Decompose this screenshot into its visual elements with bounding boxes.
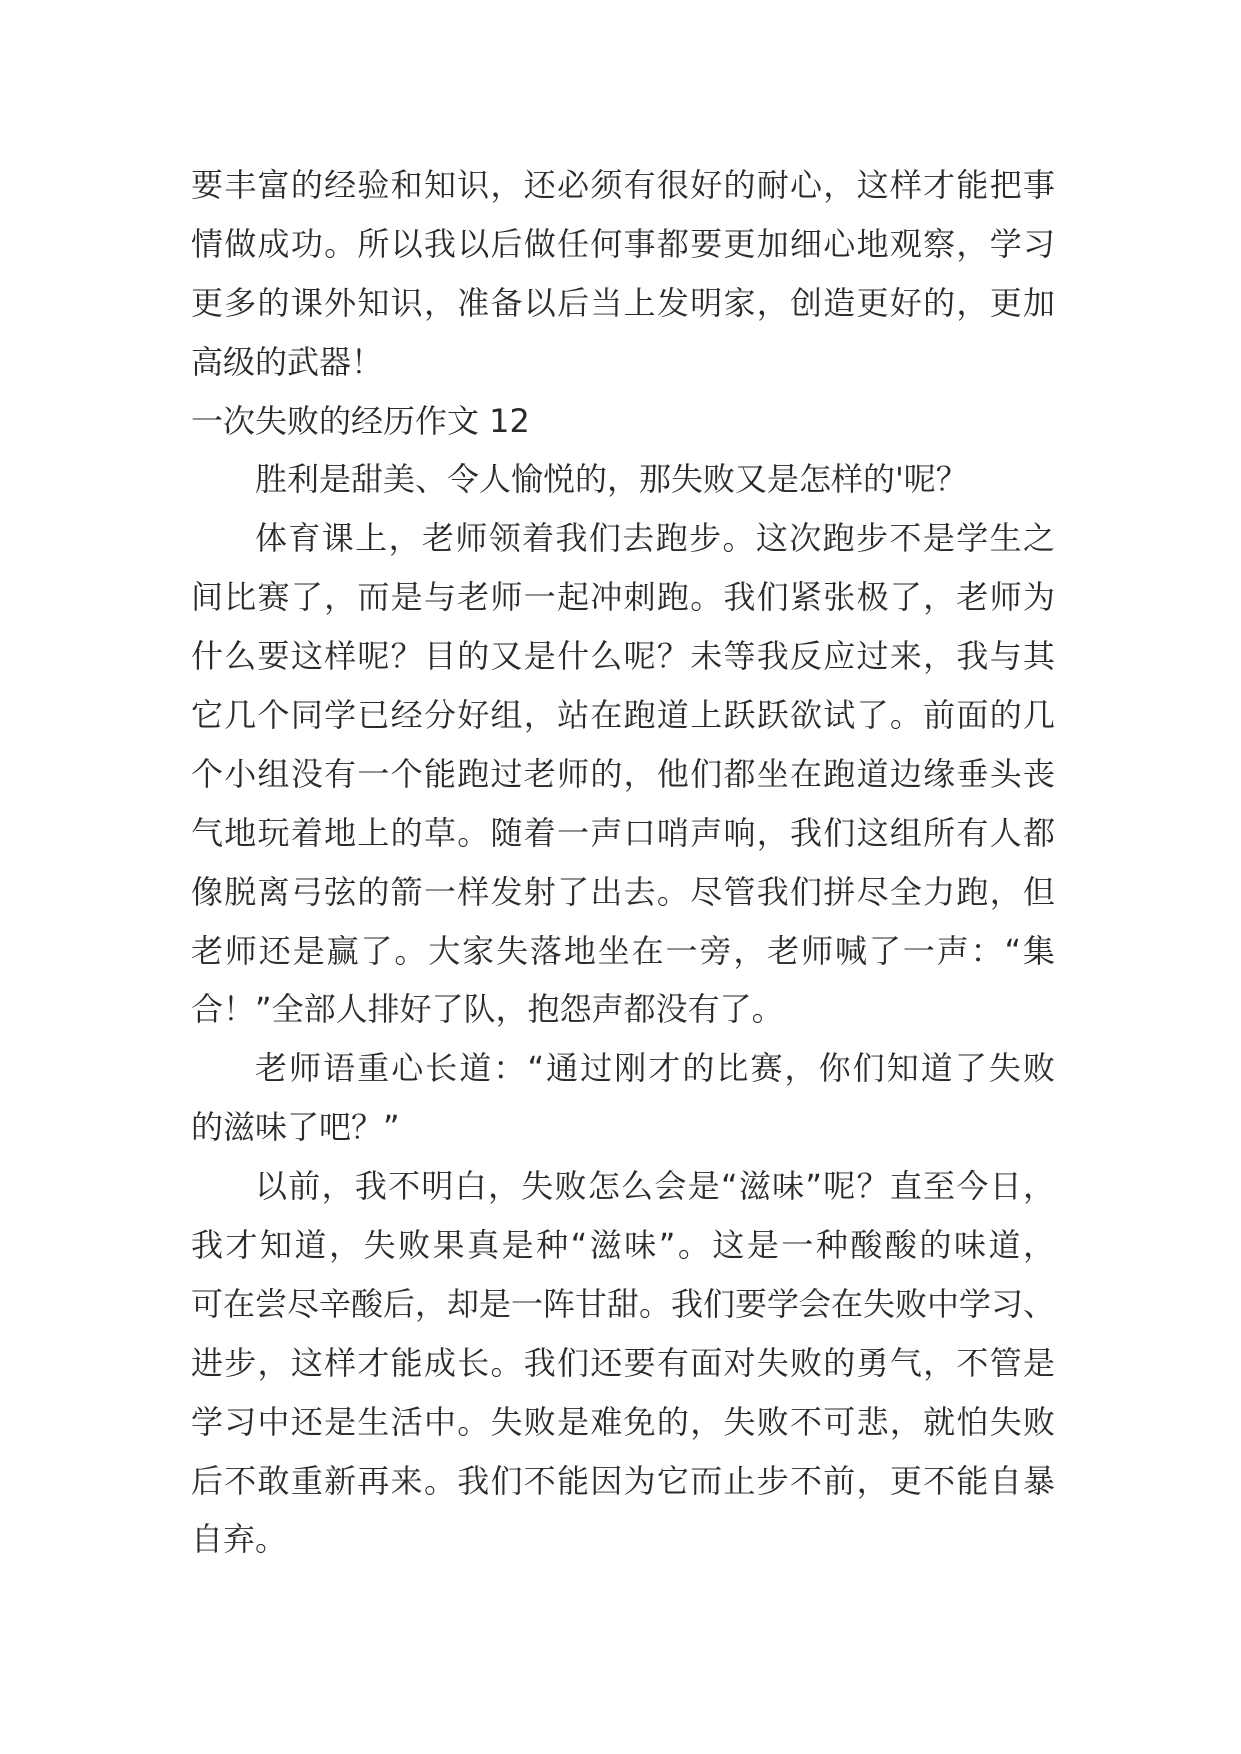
text-line: 体育课上，老师领着我们去跑步。这次跑步不是学生之	[255, 519, 1055, 558]
text-line: 以前，我不明白，失败怎么会是“滋味”呢？直至今日，	[255, 1167, 1055, 1206]
text-line: 什么要这样呢？目的又是什么呢？未等我反应过来，我与其	[191, 637, 1055, 676]
text-line: 合！”全部人排好了队，抱怨声都没有了。	[191, 990, 784, 1029]
text-line: 高级的武器！	[191, 342, 384, 381]
text-line: 老师还是赢了。大家失落地坐在一旁，老师喊了一声：“集	[191, 931, 1055, 970]
paragraph-2	[191, 509, 1055, 1039]
text-line: 它几个同学已经分好组，站在跑道上跃跃欲试了。前面的几	[191, 696, 1055, 735]
paragraph-3	[191, 1039, 1055, 1157]
text-line: 像脱离弓弦的箭一样发射了出去。尽管我们拼尽全力跑，但	[191, 872, 1055, 911]
text-line: 胜利是甜美、令人愉悦的，那失败又是怎样的'呢？	[255, 460, 968, 499]
text-line: 间比赛了，而是与老师一起冲刺跑。我们紧张极了，老师为	[191, 578, 1055, 617]
text-line: 学习中还是生活中。失败是难免的，失败不可悲，就怕失败	[191, 1402, 1055, 1441]
text-line: 老师语重心长道：“通过刚才的比赛，你们知道了失败	[255, 1049, 1055, 1088]
text-line: 后不敢重新再来。我们不能因为它而止步不前，更不能自暴	[191, 1461, 1055, 1500]
text-line: 可在尝尽辛酸后，却是一阵甘甜。我们要学会在失败中学习、	[191, 1284, 1056, 1323]
text-line: 更多的课外知识，准备以后当上发明家，创造更好的，更加	[191, 283, 1055, 322]
paragraph-1	[191, 450, 1055, 509]
text-line: 情做成功。所以我以后做任何事都要更加细心地观察，学习	[191, 224, 1055, 263]
document-body	[191, 156, 1055, 1569]
text-line: 个小组没有一个能跑过老师的，他们都坐在跑道边缘垂头丧	[191, 754, 1055, 793]
text-line: 我才知道，失败果真是种“滋味”。这是一种酸酸的味道，	[191, 1226, 1055, 1265]
text-line: 自弃。	[191, 1520, 288, 1559]
text-line: 的滋味了吧？”	[191, 1108, 400, 1147]
text-line: 气地玩着地上的草。随着一声口哨声响，我们这组所有人都	[191, 813, 1055, 852]
text-line: 要丰富的经验和知识，还必须有很好的耐心，这样才能把事	[191, 166, 1055, 204]
paragraph-4	[191, 1157, 1055, 1569]
section-title: 一次失败的经历作文 12	[191, 401, 530, 440]
continuation-text	[191, 156, 1055, 392]
text-line: 进步，这样才能成长。我们还要有面对失败的勇气，不管是	[191, 1343, 1055, 1382]
